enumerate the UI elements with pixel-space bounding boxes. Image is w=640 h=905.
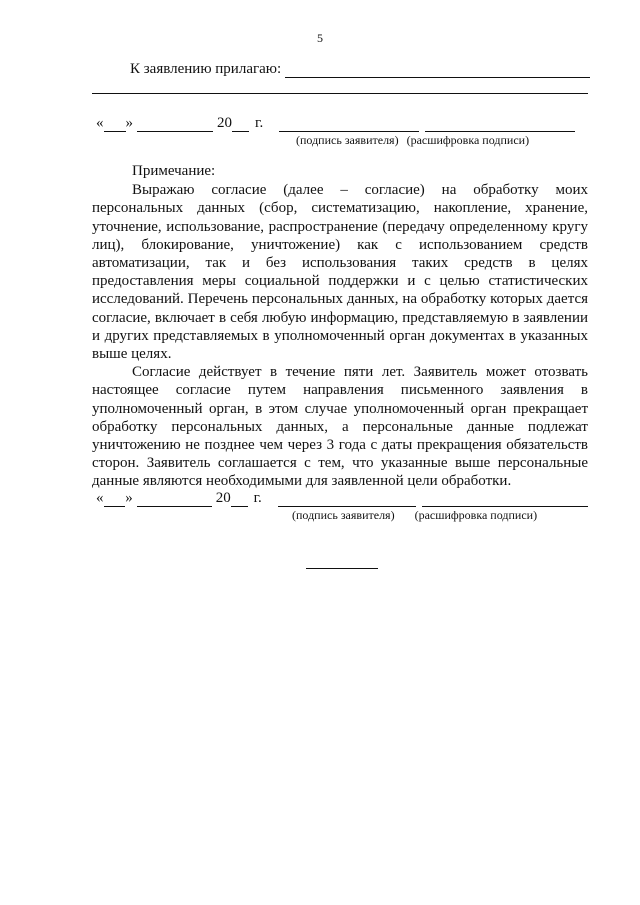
date-open-quote: « [96,115,104,131]
day-field[interactable] [104,116,126,132]
transcript-caption: (расшифровка подписи) [414,508,538,522]
date-close-quote: » [125,115,133,131]
year-suffix: г. [255,115,264,131]
consent-note [92,162,588,491]
month-field[interactable] [137,491,212,507]
year-prefix: 20 [215,490,231,506]
year-suffix: г. [253,490,262,506]
signature-field[interactable] [278,491,416,507]
attachment-row [130,61,590,78]
year-field[interactable] [231,491,248,507]
month-field[interactable] [137,116,213,132]
consent-paragraph: Выражаю согласие (далее – согласие) на обработку моих персональных данных (сбор, систематизацию, накопление, хранение, уточнение, использование, распространение (передачу определенному кругу лиц), блокирование, уничтожение) как с использованием средств автоматизации, так и без использования таких средств в целях предоставления меры социальной поддержки и с целью статистических исследований. Перечень персональных данных, на обработку которых дается согласие, включает в себя любую информацию, представляемую в заявлении и других представляемых в уполномоченный орган документах в указанных выше целях. [92,182,588,363]
end-of-document-rule [306,568,378,569]
signature-field[interactable] [279,116,419,132]
note-title: Примечание: [132,163,216,179]
day-field[interactable] [104,491,126,507]
transcript-caption: (расшифровка подписи) [406,133,530,147]
validity-paragraph: Согласие действует в течение пяти лет. Заявитель может отозвать настоящее согласие путем направления письменного заявления в уполномоченный орган, в этом случае уполномоченный орган прекращает обработку персональных данных, а персональные данные подлежат уничтожению не позднее чем через 3 года с даты прекращения обязательств сторон. Заявитель соглашается с тем, что указанные выше персональные данные являются необходимыми для заявленной цели обработки. [92,364,588,490]
date-open-quote: « [96,490,104,506]
attachment-blank-line-2[interactable] [92,93,588,94]
attachment-blank-line[interactable] [285,62,590,78]
page-number: 5 [317,31,323,45]
date-close-quote: » [125,490,133,506]
transcript-field[interactable] [422,491,588,507]
year-prefix: 20 [217,115,232,131]
signature-caption: (подпись заявителя) [292,508,395,522]
transcript-field[interactable] [425,116,575,132]
attachment-label: К заявлению прилагаю: [130,61,282,77]
date-signature-block-top [96,115,588,148]
year-field[interactable] [232,116,249,132]
signature-caption: (подпись заявителя) [296,133,399,147]
date-signature-block-bottom [96,490,588,523]
